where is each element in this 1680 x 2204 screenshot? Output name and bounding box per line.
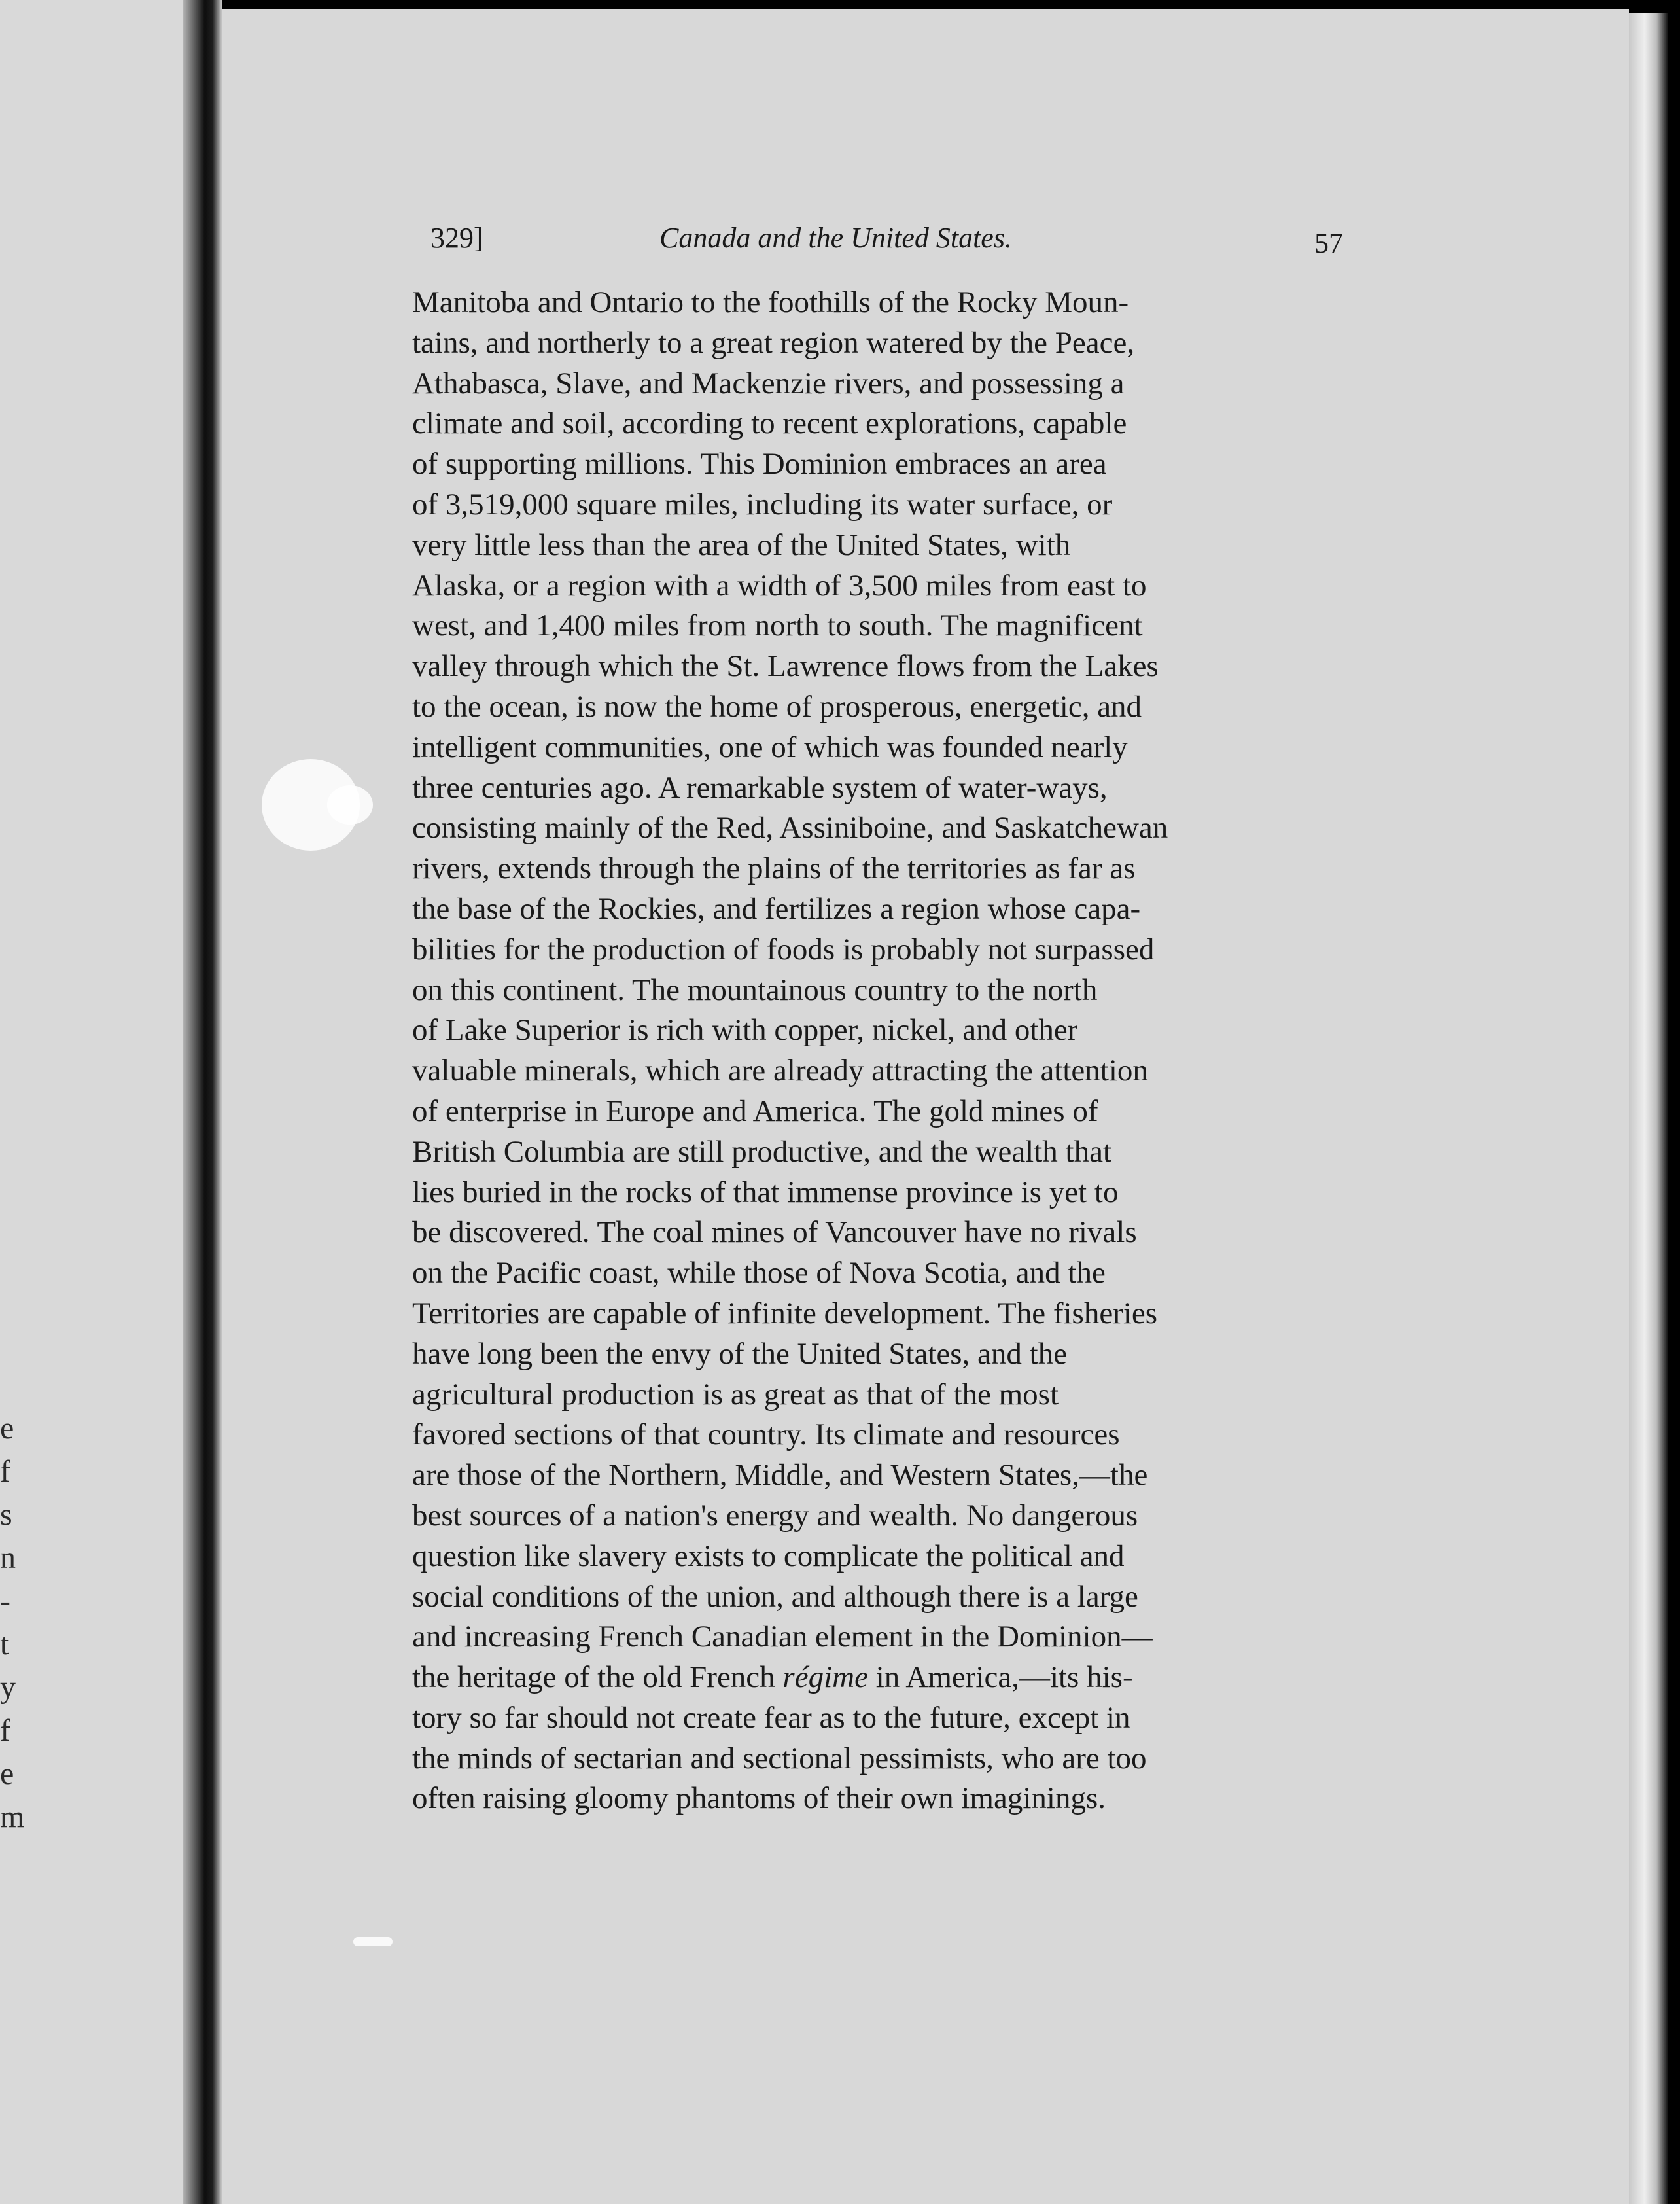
text-line: have long been the envy of the United States, and the: [412, 1336, 1068, 1371]
text-line: be discovered. The coal mines of Vancouver have no rivals: [412, 1215, 1137, 1250]
text-line: on this continent. The mountainous country to the north: [412, 972, 1098, 1007]
italic-word: régime: [782, 1660, 868, 1695]
text-line: of Lake Superior is rich with copper, nickel, and other: [412, 1013, 1078, 1048]
left-page-fragment: [0, 0, 183, 2204]
text-line: intelligent communities, one of which was founded nearly: [412, 730, 1128, 764]
text-line: climate and soil, according to recent explorations, capable: [412, 406, 1127, 441]
edge-letter: s: [0, 1497, 12, 1532]
text-line: Manitoba and Ontario to the foothills of the Rocky Moun-: [412, 285, 1129, 319]
text-line: favored sections of that country. Its climate and resources: [412, 1417, 1120, 1452]
page-number: 57: [1314, 227, 1343, 259]
text-line: west, and 1,400 miles from north to south. The magnificent: [412, 609, 1143, 643]
text-line: lies buried in the rocks of that immense province is yet to: [412, 1175, 1119, 1209]
text-line: Territories are capable of infinite development. The fisheries: [412, 1296, 1158, 1330]
edge-letter: t: [0, 1627, 9, 1662]
text-run: in America,—its his-: [867, 1660, 1133, 1695]
edge-letter: n: [0, 1540, 16, 1575]
text-line: [412, 1658, 1340, 1698]
edge-letter: f: [0, 1454, 10, 1489]
text-line: of supporting millions. This Dominion embraces an area: [412, 447, 1107, 482]
text-line: of 3,519,000 square miles, including its water surface, or: [412, 487, 1113, 522]
edge-letter: f: [0, 1713, 10, 1748]
text-line: question like slavery exists to complicate the political and: [412, 1538, 1125, 1573]
text-line: on the Pacific coast, while those of Nova Scotia, and the: [412, 1256, 1106, 1290]
left-page-edge-letters: [0, 1407, 25, 1839]
text-line: rivers, extends through the plains of the territories as far as: [412, 851, 1136, 886]
book-gutter: [183, 0, 222, 2204]
text-line: three centuries ago. A remarkable system of water-ways,: [412, 770, 1108, 805]
edge-letter: -: [0, 1584, 10, 1618]
page-header: [430, 221, 1343, 267]
text-line: of enterprise in Europe and America. The gold mines of: [412, 1093, 1098, 1128]
edge-letter: y: [0, 1670, 16, 1705]
text-line: very little less than the area of the United States, with: [412, 527, 1071, 562]
text-line: the minds of sectarian and sectional pessimists, who are too: [412, 1741, 1147, 1775]
text-line: to the ocean, is now the home of prosperous, energetic, and: [412, 689, 1142, 724]
text-line: Athabasca, Slave, and Mackenzie rivers, and possessing a: [412, 366, 1125, 400]
text-line: social conditions of the union, and although there is a large: [412, 1579, 1138, 1614]
text-line: bilities for the production of foods is probably not surpassed: [412, 932, 1155, 967]
text-line: British Columbia are still productive, and the wealth that: [412, 1134, 1112, 1169]
text-line: valuable minerals, which are already attracting the attention: [412, 1054, 1148, 1088]
text-line: and increasing French Canadian element in the Dominion—: [412, 1620, 1153, 1654]
text-line: agricultural production is as great as that of the most: [412, 1377, 1059, 1412]
text-line: best sources of a nation's energy and wealth. No dangerous: [412, 1498, 1138, 1533]
text-line: tains, and northerly to a great region watered by the Peace,: [412, 325, 1135, 360]
edge-letter: e: [0, 1756, 14, 1791]
paper-blemish: [353, 1937, 393, 1946]
text-line: are those of the Northern, Middle, and Western States,—the: [412, 1458, 1148, 1493]
paper-blemish: [327, 785, 373, 825]
text-run: the heritage of the old French: [412, 1660, 783, 1695]
body-text: [412, 283, 1340, 1819]
text-line: Alaska, or a region with a width of 3,500 miles from east to: [412, 568, 1147, 603]
edge-letter: e: [0, 1411, 14, 1446]
text-line: tory so far should not create fear as to the future, except in: [412, 1700, 1130, 1735]
edge-letter: m: [0, 1800, 25, 1834]
folio-left: 329]: [430, 222, 483, 254]
text-line: the base of the Rockies, and fertilizes a region whose capa-: [412, 891, 1141, 926]
page-edge: [1629, 13, 1668, 2204]
running-title: Canada and the United States.: [659, 222, 1012, 254]
text-line: valley through which the St. Lawrence flows from the Lakes: [412, 649, 1159, 684]
text-line: consisting mainly of the Red, Assiniboine, and Saskatchewan: [412, 811, 1168, 845]
text-line: often raising gloomy phantoms of their own imaginings.: [412, 1781, 1106, 1816]
